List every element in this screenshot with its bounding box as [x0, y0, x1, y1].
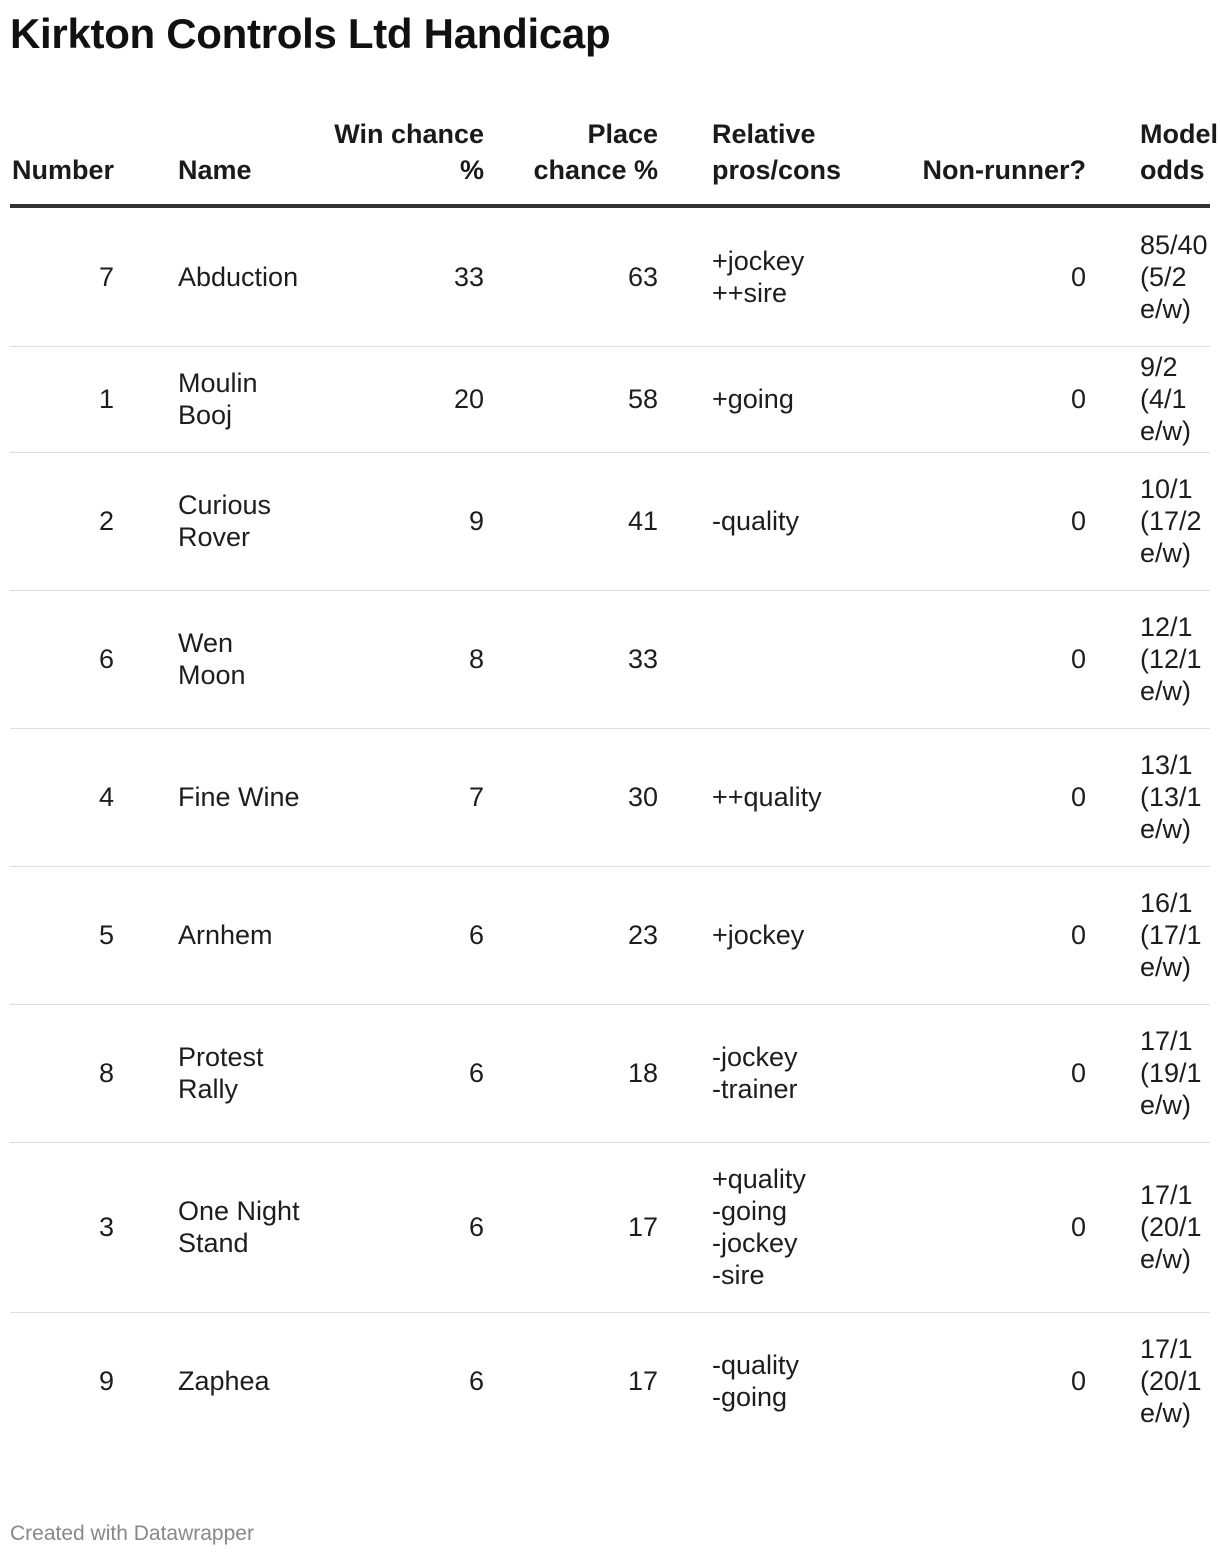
odds-table: [10, 112, 1218, 1450]
table-row: [10, 1142, 1210, 1312]
header-row: [10, 112, 1210, 206]
cell-win-chance: 8: [312, 590, 486, 728]
cell-number: 7: [10, 206, 176, 346]
cell-place-chance: 58: [486, 346, 660, 452]
cell-win-chance: 20: [312, 346, 486, 452]
cell-model-odds: 10/1 (17/2 e/w): [1088, 452, 1210, 590]
header-place-chance[interactable]: Place chance %: [486, 112, 660, 206]
table-row: [10, 728, 1210, 866]
cell-win-chance: 9: [312, 452, 486, 590]
header-pros-cons[interactable]: Relative pros/cons: [660, 112, 858, 206]
table-row: [10, 590, 1210, 728]
cell-non-runner: 0: [858, 1004, 1088, 1142]
cell-model-odds: 17/1 (19/1 e/w): [1088, 1004, 1210, 1142]
cell-non-runner: 0: [858, 590, 1088, 728]
cell-name: Moulin Booj: [176, 346, 312, 452]
cell-place-chance: 17: [627, 1366, 658, 1397]
cell-name: Zaphea: [178, 1366, 270, 1397]
cell-place-chance: 30: [486, 728, 660, 866]
table-body: [10, 206, 1210, 1450]
footer-credit: Created with Datawrapper: [10, 1522, 254, 1545]
cell-place-chance: 18: [486, 1004, 660, 1142]
header-non-runner[interactable]: Non-runner?: [858, 112, 1088, 206]
cell-non-runner: 0: [858, 1142, 1088, 1312]
cell-model-odds: 9/2 (4/1 e/w): [1088, 346, 1210, 452]
cell-model-odds: 16/1 (17/1 e/w): [1088, 866, 1210, 1004]
cell-number: 6: [10, 590, 176, 728]
cell-model-odds: 85/40 (5/2 e/w): [1088, 206, 1210, 346]
page-title: Kirkton Controls Ltd Handicap: [10, 10, 611, 57]
cell-place-chance: 63: [486, 206, 660, 346]
cell-place-chance: 33: [486, 590, 660, 728]
table-row: [10, 866, 1210, 1004]
cell-non-runner: 0: [858, 866, 1088, 1004]
cell-non-runner: 0: [1070, 1366, 1086, 1397]
cell-model-odds: 13/1 (13/1 e/w): [1088, 728, 1210, 866]
cell-pros-cons: +jockey: [660, 866, 858, 1004]
cell-name: Curious Rover: [176, 452, 312, 590]
cell-name: Wen Moon: [176, 590, 312, 728]
cell-place-chance: 41: [486, 452, 660, 590]
cell-model-odds: 17/1 (20/1 e/w): [1140, 1334, 1202, 1429]
cell-number: 2: [10, 452, 176, 590]
cell-pros-cons: +going: [660, 346, 858, 452]
table-row: [10, 1004, 1210, 1142]
cell-place-chance: 17: [486, 1142, 660, 1312]
header-name[interactable]: Name: [176, 112, 312, 206]
table-row: [10, 1312, 1210, 1450]
cell-win-chance: 6: [312, 1142, 486, 1312]
cell-win-chance: 6: [468, 1366, 484, 1397]
header-win-chance[interactable]: Win chance %: [312, 112, 486, 206]
cell-number: 4: [10, 728, 176, 866]
cell-number: 3: [10, 1142, 176, 1312]
cell-number: 9: [98, 1366, 114, 1397]
cell-pros-cons: +quality -going -jockey -sire: [660, 1142, 858, 1312]
table-row: [10, 206, 1210, 346]
cell-place-chance: 23: [486, 866, 660, 1004]
cell-pros-cons: -jockey -trainer: [660, 1004, 858, 1142]
cell-name: Abduction: [176, 206, 312, 346]
cell-number: 5: [10, 866, 176, 1004]
cell-model-odds: 17/1 (20/1 e/w): [1088, 1142, 1210, 1312]
cell-number: 8: [10, 1004, 176, 1142]
cell-non-runner: 0: [858, 346, 1088, 452]
cell-model-odds: 12/1 (12/1 e/w): [1088, 590, 1210, 728]
cell-pros-cons: ++quality: [660, 728, 858, 866]
cell-win-chance: 33: [312, 206, 486, 346]
cell-win-chance: 6: [312, 1004, 486, 1142]
cell-name: Protest Rally: [176, 1004, 312, 1142]
cell-number: 1: [10, 346, 176, 452]
header-model-odds[interactable]: Model odds: [1088, 112, 1210, 206]
cell-name: Fine Wine: [176, 728, 312, 866]
cell-pros-cons: -quality -going: [712, 1350, 800, 1413]
cell-name: One Night Stand: [176, 1142, 312, 1312]
cell-pros-cons: [660, 590, 858, 728]
cell-name: Arnhem: [176, 866, 312, 1004]
cell-win-chance: 6: [312, 866, 486, 1004]
cell-win-chance: 7: [312, 728, 486, 866]
table-row: [10, 452, 1210, 590]
header-number[interactable]: Number: [10, 112, 176, 206]
cell-non-runner: 0: [858, 452, 1088, 590]
cell-non-runner: 0: [858, 728, 1088, 866]
cell-pros-cons: +jockey ++sire: [660, 206, 858, 346]
table-row: [10, 346, 1210, 452]
cell-non-runner: 0: [858, 206, 1088, 346]
cell-pros-cons: -quality: [660, 452, 858, 590]
